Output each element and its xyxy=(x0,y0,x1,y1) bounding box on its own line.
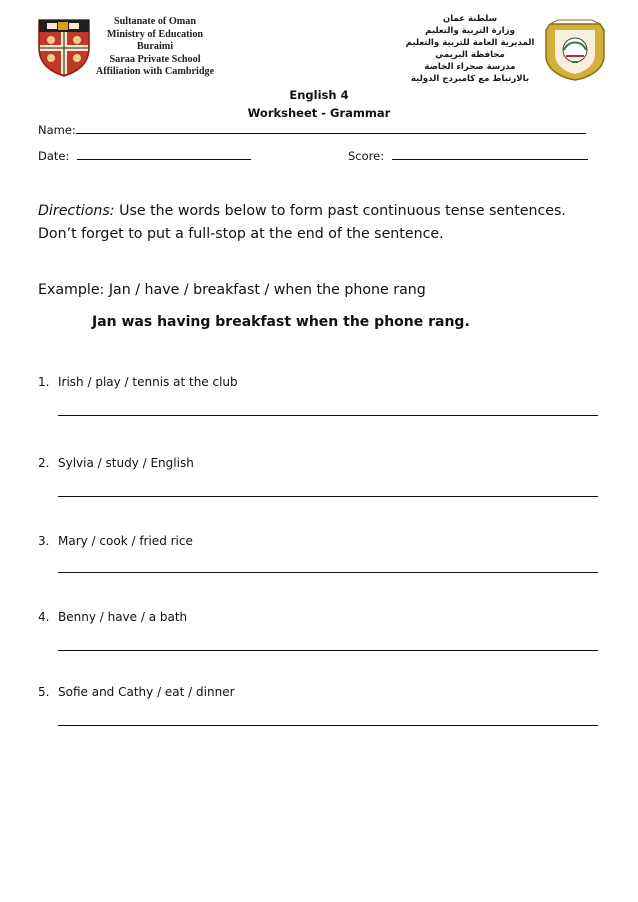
header-line-ar: المديرية العامة للتربية والتعليم xyxy=(405,37,535,48)
header-line-ar: سلطنة عمان xyxy=(442,14,498,24)
question-item xyxy=(38,685,235,699)
question-number: 1. xyxy=(38,375,50,389)
answer-line[interactable] xyxy=(58,725,598,726)
score-field[interactable] xyxy=(392,158,588,160)
question-text: Sofie and Cathy / eat / dinner xyxy=(58,685,235,699)
date-field[interactable] xyxy=(77,158,251,160)
question-number: 5. xyxy=(38,685,50,699)
question-text: Benny / have / a bath xyxy=(58,610,188,624)
answer-line[interactable] xyxy=(58,572,598,573)
header-line-ar: بالارتباط مع كامبردج الدولية xyxy=(410,73,530,84)
school-header-ar xyxy=(396,14,544,85)
example-prompt: Example: Jan / have / breakfast / when the phone rang xyxy=(38,282,426,298)
header-line-ar: محافظة البريمي xyxy=(435,49,505,60)
school-header-en xyxy=(94,16,216,79)
header-line: Buraimi xyxy=(136,41,174,53)
header-line: Saraa Private School xyxy=(109,53,201,65)
directions-text: Use the words below to form past continuous tense sentences. Don’t forget to put a full-stop at the end of the sentence. xyxy=(38,203,566,242)
header-line: Sultanate of Oman xyxy=(113,16,197,27)
score-label: Score: xyxy=(348,149,385,163)
worksheet-title: Worksheet - Grammar xyxy=(247,106,391,120)
answer-line[interactable] xyxy=(58,415,598,416)
score-row xyxy=(348,149,588,163)
example-answer: Jan was having breakfast when the phone rang. xyxy=(92,314,470,330)
question-text: Mary / cook / fried rice xyxy=(58,534,193,548)
question-text: Sylvia / study / English xyxy=(58,456,194,470)
date-row xyxy=(38,149,251,163)
header-line: Ministry of Education xyxy=(106,28,204,40)
date-label: Date: xyxy=(38,149,70,163)
directions xyxy=(38,200,608,245)
question-item xyxy=(38,534,193,548)
header-line-ar: مدرسة صحراء الخاصة xyxy=(424,61,516,72)
school-crest-icon xyxy=(37,18,91,78)
answer-line[interactable] xyxy=(58,650,598,651)
header-line: Affiliation with Cambridge xyxy=(95,66,215,78)
ministry-emblem-icon xyxy=(542,16,608,82)
question-text: Irish / play / tennis at the club xyxy=(58,375,238,389)
name-field[interactable] xyxy=(76,132,586,134)
name-label: Name: xyxy=(38,123,76,137)
question-item xyxy=(38,456,194,470)
question-number: 3. xyxy=(38,534,50,548)
name-row xyxy=(38,123,586,137)
header-line-ar: وزارة التربية والتعليم xyxy=(425,25,515,36)
question-item xyxy=(38,610,187,624)
question-item xyxy=(38,375,238,389)
question-number: 2. xyxy=(38,456,50,470)
course-title: English 4 xyxy=(289,88,349,102)
question-number: 4. xyxy=(38,610,50,624)
answer-line[interactable] xyxy=(58,496,598,497)
directions-label: Directions: xyxy=(38,203,115,219)
